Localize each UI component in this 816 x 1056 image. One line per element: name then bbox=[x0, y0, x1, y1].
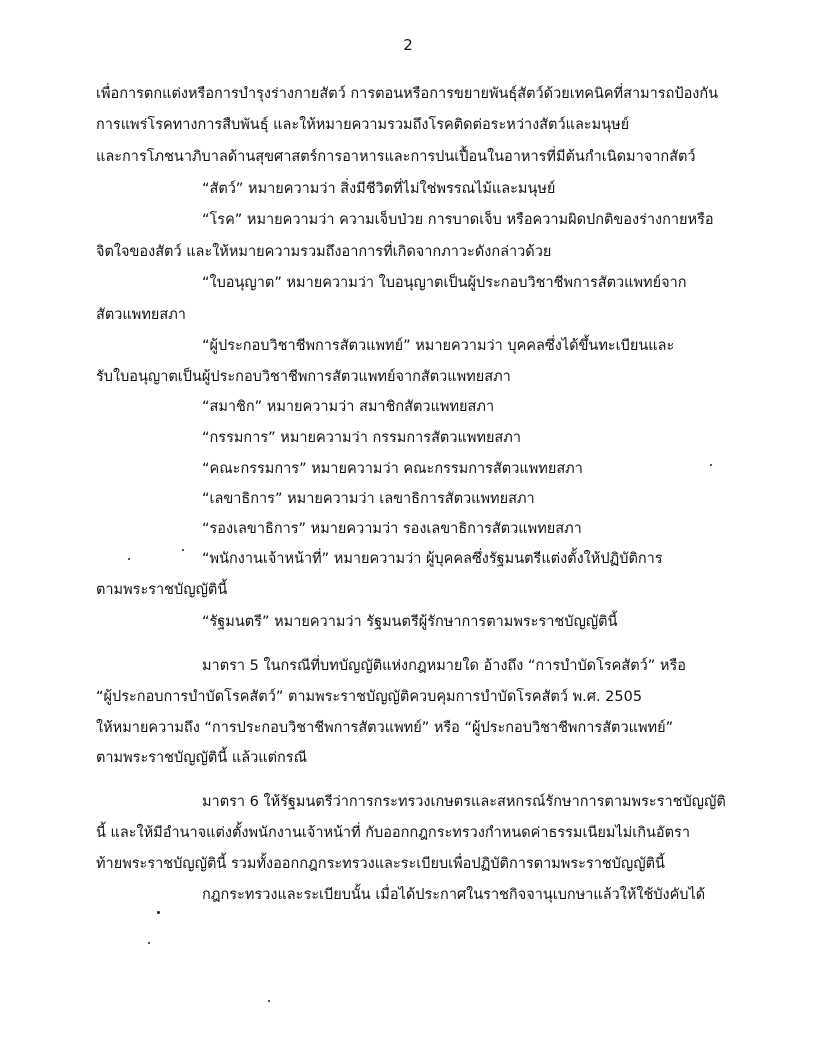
definition-official: “พนักงานเจ้าหน้าที่” หมายความว่า ผู้บุคคลซึ่งรัฐมนตรีแต่งตั้งให้ปฏิบัติการ bbox=[202, 551, 663, 567]
definition-practitioner: “ผู้ประกอบวิชาชีพการสัตวแพทย์” หมายความว่า บุคคลซึ่งได้ขึ้นทะเบียนและ bbox=[202, 338, 675, 354]
section-6-heading: มาตรา 6 ให้รัฐมนตรีว่าการกระทรวงเกษตรและสหกรณ์รักษาการตามพระราชบัญญัติ bbox=[202, 794, 726, 810]
text-line: และการโภชนาภิบาลด้านสุขศาสตร์การอาหารและการปนเปื้อนในอาหารที่มีต้นกำเนิดมาจากสัตว์ bbox=[96, 149, 696, 165]
scan-speck bbox=[148, 942, 150, 944]
scan-speck bbox=[268, 1000, 270, 1002]
text-line: ตามพระราชบัญญัตินี้ แล้วแต่กรณี bbox=[96, 750, 308, 766]
text-line: เพื่อการตกแต่งหรือการบำรุงร่างกายสัตว์ การตอนหรือการขยายพันธุ์สัตว์ด้วยเทคนิคที่สามารถป้องกัน bbox=[96, 86, 719, 102]
text-line: กฎกระทรวงและระเบียบนั้น เมื่อได้ประกาศในราชกิจจานุเบกษาแล้วให้ใช้บังคับได้ bbox=[202, 887, 706, 903]
page-number: 2 bbox=[403, 36, 413, 54]
text-line: การแพร่โรคทางการสืบพันธุ์ และให้หมายความรวมถึงโรคติดต่อระหว่างสัตว์และมนุษย์ bbox=[96, 117, 630, 133]
text-line: นี้ และให้มีอำนาจแต่งตั้งพนักงานเจ้าหน้าที่ กับออกกฎกระทรวงกำหนดค่าธรรมเนียมไม่เกินอัตรา bbox=[96, 825, 690, 841]
definition-committee-member: “กรรมการ” หมายความว่า กรรมการสัตวแพทยสภา bbox=[202, 430, 521, 446]
definition-animal: “สัตว์” หมายความว่า สิ่งมีชีวิตที่ไม่ใช่พรรณไม้และมนุษย์ bbox=[202, 181, 556, 197]
text-line: ท้ายพระราชบัญญัตินี้ รวมทั้งออกกฎกระทรวงและระเบียบเพื่อปฏิบัติการตามพระราชบัญญัตินี้ bbox=[96, 856, 665, 872]
text-line: ให้หมายความถึง “การประกอบวิชาชีพการสัตวแพทย์” หรือ “ผู้ประกอบวิชาชีพการสัตวแพทย์” bbox=[96, 720, 674, 736]
definition-deputy-secretary-general: “รองเลขาธิการ” หมายความว่า รองเลขาธิการสัตวแพทยสภา bbox=[202, 521, 582, 537]
scan-speck bbox=[710, 464, 712, 466]
text-line: จิตใจของสัตว์ และให้หมายความรวมถึงอาการที่เกิดจากภาวะดังกล่าวด้วย bbox=[96, 244, 552, 260]
definition-license: “ใบอนุญาต” หมายความว่า ใบอนุญาตเป็นผู้ประกอบวิชาชีพการสัตวแพทย์จาก bbox=[202, 275, 687, 291]
scan-speck bbox=[182, 549, 184, 551]
section-5-heading: มาตรา 5 ในกรณีที่บทบัญญัติแห่งกฎหมายใด อ้างถึง “การบำบัดโรคสัตว์” หรือ bbox=[202, 658, 686, 674]
scan-speck bbox=[128, 558, 130, 560]
definition-committee: “คณะกรรมการ” หมายความว่า คณะกรรมการสัตวแพทยสภา bbox=[202, 461, 583, 477]
text-line: รับใบอนุญาตเป็นผู้ประกอบวิชาชีพการสัตวแพทย์จากสัตวแพทยสภา bbox=[96, 369, 511, 385]
text-line: ตามพระราชบัญญัตินี้ bbox=[96, 582, 228, 598]
definition-minister: “รัฐมนตรี” หมายความว่า รัฐมนตรีผู้รักษาการตามพระราชบัญญัตินี้ bbox=[202, 614, 618, 630]
scan-speck bbox=[157, 911, 160, 914]
definition-member: “สมาชิก” หมายความว่า สมาชิกสัตวแพทยสภา bbox=[202, 399, 495, 415]
text-line: สัตวแพทยสภา bbox=[96, 307, 186, 323]
definition-disease: “โรค” หมายความว่า ความเจ็บป่วย การบาดเจ็บ หรือความผิดปกติของร่างกายหรือ bbox=[202, 212, 714, 228]
text-line: “ผู้ประกอบการบำบัดโรคสัตว์” ตามพระราชบัญญัติควบคุมการบำบัดโรคสัตว์ พ.ศ. 2505 bbox=[96, 689, 643, 705]
definition-secretary-general: “เลขาธิการ” หมายความว่า เลขาธิการสัตวแพทยสภา bbox=[202, 491, 535, 507]
